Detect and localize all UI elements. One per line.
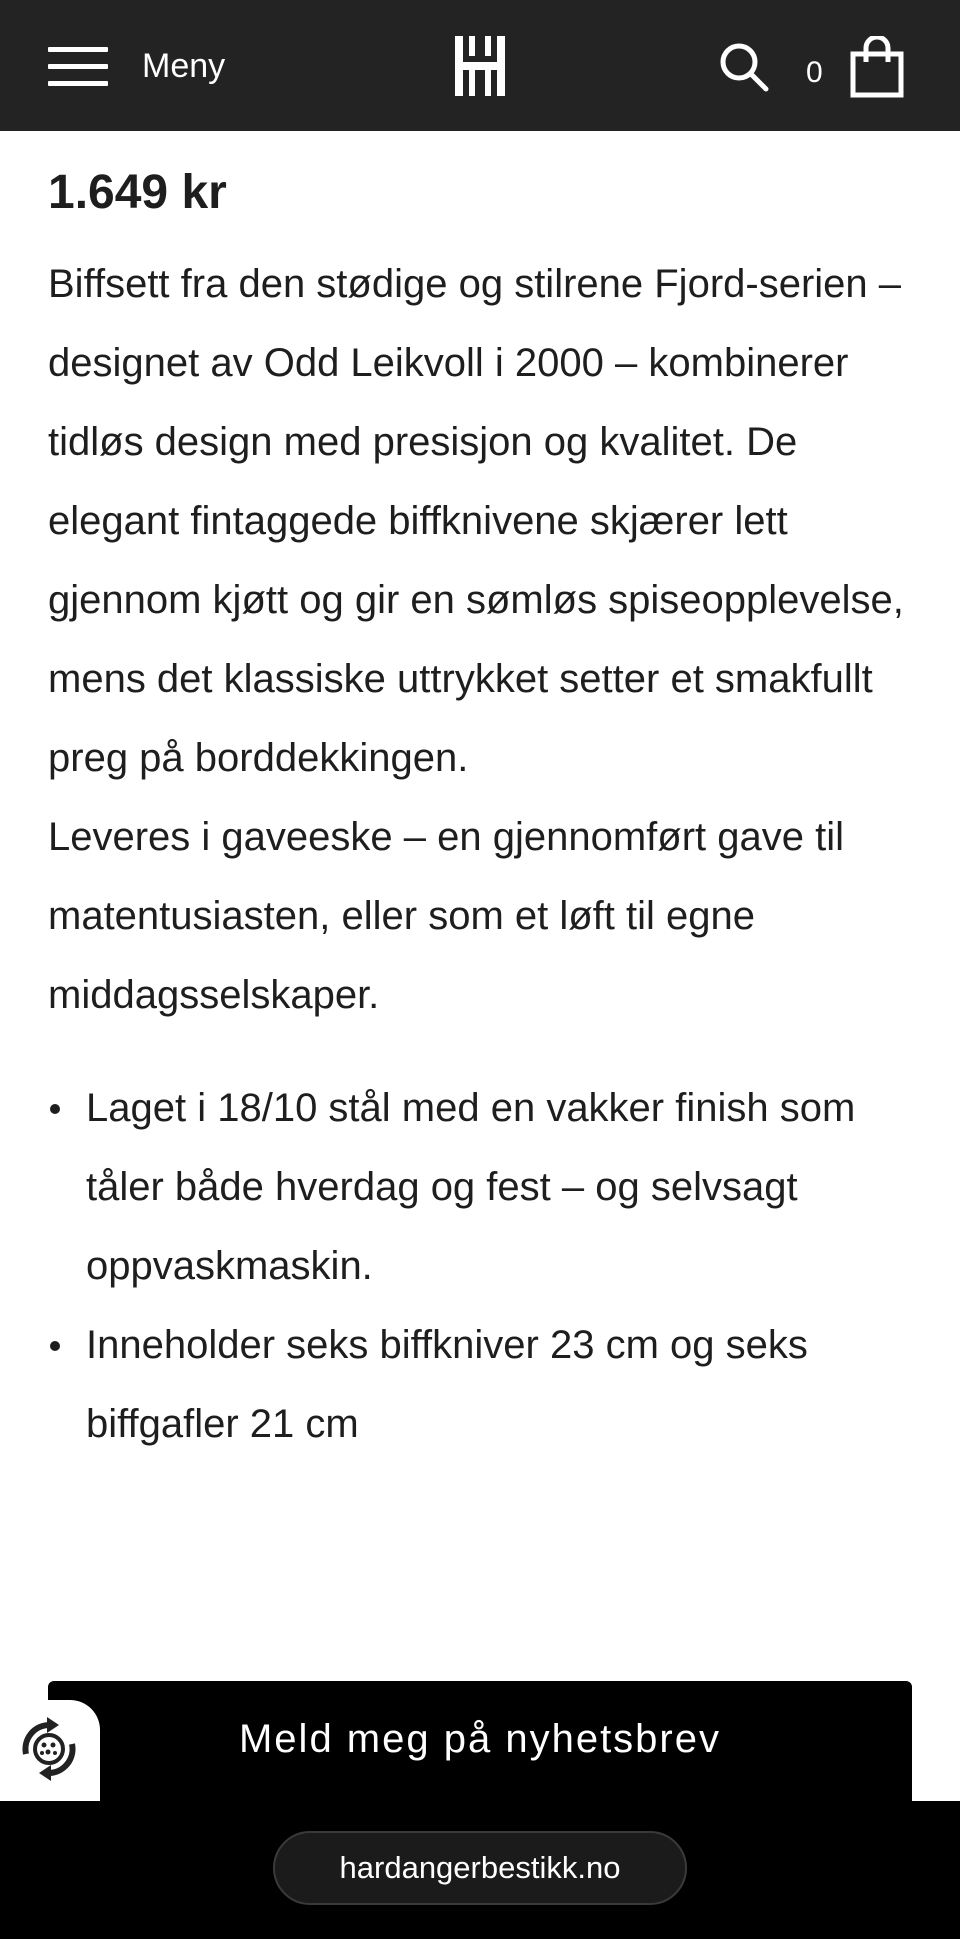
hamburger-icon <box>48 43 108 89</box>
cookie-settings-icon <box>14 1714 84 1784</box>
newsletter-signup-button[interactable]: Meld meg på nyhetsbrev <box>48 1681 912 1801</box>
menu-label: Meny <box>142 46 226 85</box>
address-bar[interactable]: hardangerbestikk.no <box>273 1831 687 1905</box>
feature-list <box>48 1069 912 1464</box>
description-paragraph: Biffsett fra den stødige og stilrene Fjord-serien – designet av Odd Leikvoll i 2000 – kombinerer tidløs design med presisjon og kvalitet. De elegant fintaggede biffknivene skjærer lett gjennom kjøtt og gir en sømløs spiseopplevelse, mens det klassiske uttrykket setter et smakfullt preg på borddekkingen. <box>48 262 904 780</box>
site-header <box>0 0 960 131</box>
content-fade <box>0 1560 960 1680</box>
list-item: Laget i 18/10 stål med en vakker finish som tåler både hverdag og fest – og selvsagt oppvaskmaskin. <box>48 1069 912 1306</box>
description-paragraph: Leveres i gaveeske – en gjennomført gave til matentusiasten, eller som et løft til egne middagsselskaper. <box>48 815 844 1017</box>
product-price: 1.649 kr <box>48 166 227 219</box>
product-description <box>48 245 912 1035</box>
search-icon[interactable] <box>718 41 770 93</box>
cookie-settings-button[interactable] <box>0 1700 100 1801</box>
browser-bottom-bar <box>0 1801 960 1939</box>
menu-button[interactable] <box>48 36 225 96</box>
brand-logo[interactable] <box>455 36 505 96</box>
product-details <box>48 131 912 1464</box>
shopping-bag-icon[interactable] <box>850 36 904 98</box>
cart-count: 0 <box>806 56 823 89</box>
list-item: Inneholder seks biffkniver 23 cm og seks biffgafler 21 cm <box>48 1306 912 1464</box>
